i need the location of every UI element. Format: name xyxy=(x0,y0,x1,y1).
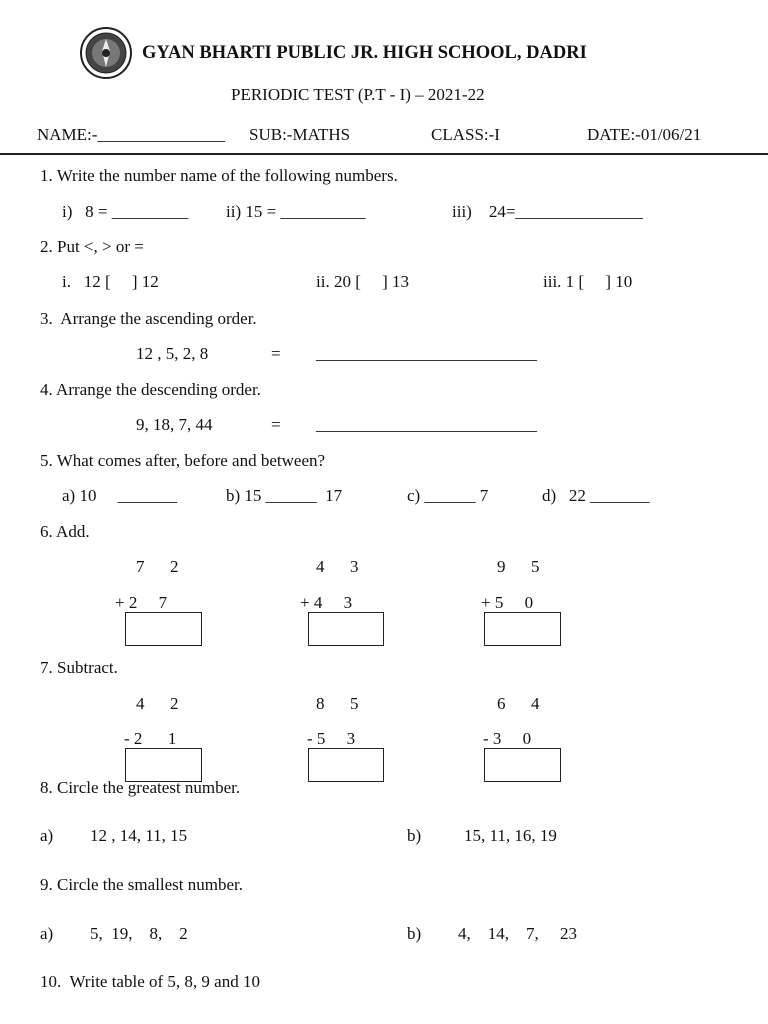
q1-item-c: iii) 24=_______________ xyxy=(452,202,643,221)
q4-answer-blank: __________________________ xyxy=(316,415,537,434)
question-2: 2. Put <, > or = xyxy=(40,237,144,256)
q9-label-a: a) xyxy=(40,924,54,943)
date-label: DATE:-01/06/21 xyxy=(587,125,702,144)
q7-answer-box-3[interactable] xyxy=(484,748,561,782)
q3-answer-blank: __________________________ xyxy=(316,344,537,363)
q7-problem-3-top: 6 4 xyxy=(497,694,540,713)
question-3: 3. Arrange the ascending order. xyxy=(40,309,257,328)
q7-answer-box-1[interactable] xyxy=(125,748,202,782)
q7-answer-box-2[interactable] xyxy=(308,748,384,782)
test-title: PERIODIC TEST (P.T - I) – 2021-22 xyxy=(231,85,485,104)
q8-label-a: a) xyxy=(40,826,54,845)
q5-item-a: a) 10 _______ xyxy=(62,486,178,505)
question-4: 4. Arrange the descending order. xyxy=(40,380,261,399)
q7-problem-1-bottom: - 2 1 xyxy=(124,729,177,748)
q5-item-d: d) 22 _______ xyxy=(542,486,650,505)
q6-answer-box-1[interactable] xyxy=(125,612,202,646)
question-5: 5. What comes after, before and between? xyxy=(40,451,326,470)
q6-problem-3-bottom: + 5 0 xyxy=(481,593,534,612)
class-label: CLASS:-I xyxy=(431,125,500,144)
q9-label-b: b) xyxy=(407,924,422,943)
question-9: 9. Circle the smallest number. xyxy=(40,875,244,894)
q2-item-a: i. 12 [ ] 12 xyxy=(62,272,159,291)
school-name: GYAN BHARTI PUBLIC JR. HIGH SCHOOL, DADRI xyxy=(142,43,587,63)
q9-values-b: 4, 14, 7, 23 xyxy=(458,924,577,943)
question-6: 6. Add. xyxy=(40,522,90,541)
q4-equals: = xyxy=(271,415,281,434)
q6-answer-box-2[interactable] xyxy=(308,612,384,646)
q7-problem-2-top: 8 5 xyxy=(316,694,359,713)
subject-label: SUB:-MATHS xyxy=(249,125,351,144)
q2-item-b: ii. 20 [ ] 13 xyxy=(316,272,410,291)
question-1: 1. Write the number name of the following numbers. xyxy=(40,166,398,185)
q2-item-c: iii. 1 [ ] 10 xyxy=(543,272,633,291)
q8-values-a: 12 , 14, 11, 15 xyxy=(90,826,188,845)
q6-problem-1-bottom: + 2 7 xyxy=(115,593,168,612)
name-field: NAME:-_______________ xyxy=(37,125,225,144)
q6-problem-2-bottom: + 4 3 xyxy=(300,593,353,612)
question-8: 8. Circle the greatest number. xyxy=(40,778,241,797)
q1-item-b: ii) 15 = __________ xyxy=(226,202,366,221)
q6-answer-box-3[interactable] xyxy=(484,612,561,646)
q9-values-a: 5, 19, 8, 2 xyxy=(90,924,188,943)
question-10: 10. Write table of 5, 8, 9 and 10 xyxy=(40,972,260,991)
q6-problem-3-top: 9 5 xyxy=(497,557,540,576)
q5-item-c: c) ______ 7 xyxy=(407,486,489,505)
q1-item-a: i) 8 = _________ xyxy=(62,202,189,221)
q4-numbers: 9, 18, 7, 44 xyxy=(136,415,213,434)
q7-problem-2-bottom: - 5 3 xyxy=(307,729,356,748)
q3-numbers: 12 , 5, 2, 8 xyxy=(136,344,209,363)
q5-item-b: b) 15 ______ 17 xyxy=(226,486,343,505)
q7-problem-1-top: 4 2 xyxy=(136,694,179,713)
q6-problem-2-top: 4 3 xyxy=(316,557,359,576)
q3-equals: = xyxy=(271,344,281,363)
q8-label-b: b) xyxy=(407,826,422,845)
question-7: 7. Subtract. xyxy=(40,658,118,677)
q8-values-b: 15, 11, 16, 19 xyxy=(464,826,557,845)
q7-problem-3-bottom: - 3 0 xyxy=(483,729,532,748)
school-logo xyxy=(80,27,132,79)
q6-problem-1-top: 7 2 xyxy=(136,557,179,576)
header-divider xyxy=(0,153,768,155)
